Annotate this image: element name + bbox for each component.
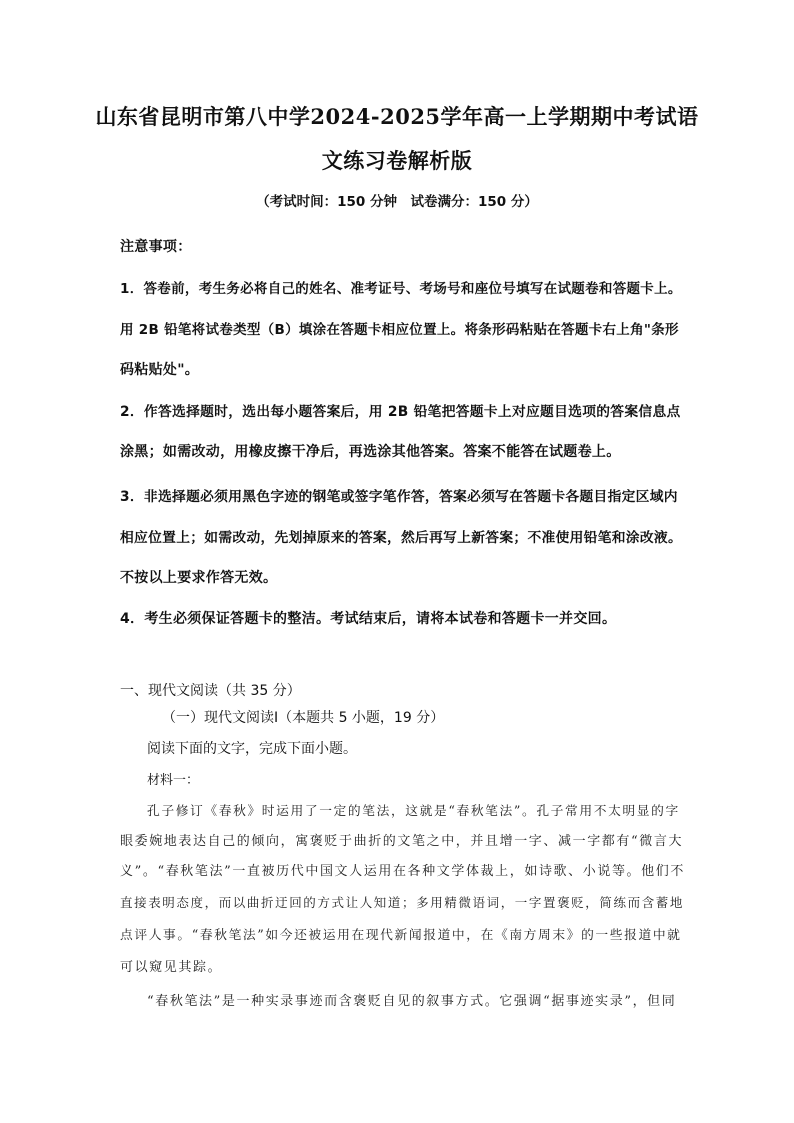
notice-line: 用 2B 铅笔将试卷类型（B）填涂在答题卡相应位置上。将条形码粘贴在答题卡右上角"条形 (120, 322, 679, 338)
notice-line: 4．考生必须保证答题卡的整洁。考试结束后，请将本试卷和答题卡一并交回。 (120, 611, 617, 627)
notice-line: 相应位置上；如需改动，先划掉原来的答案，然后再写上新答案；不准使用铅笔和涂改液。 (120, 530, 683, 546)
passage-line: 孔子修订《春秋》时运用了一定的笔法，这就是“春秋笔法”。孔子常用不太明显的字 (147, 804, 680, 819)
reading-instruction: 阅读下面的文字，完成下面小题。 (147, 741, 357, 757)
exam-info: （考试时间：150 分钟 试卷满分：150 分） (256, 194, 538, 210)
notice-heading: 注意事项： (120, 239, 192, 255)
notice-line: 码粘贴处"。 (120, 362, 200, 378)
passage-line: 义”。“春秋笔法”一直被历代中国文人运用在各种文学体裁上，如诗歌、小说等。他们不 (120, 864, 685, 879)
passage-line: 点评人事。“春秋笔法”如今还被运用在现代新闻报道中，在《南方周末》的一些报道中就 (120, 928, 682, 943)
passage-line: 可以窥见其踪。 (120, 960, 223, 975)
notice-line: 2．作答选择题时，选出每小题答案后，用 2B 铅笔把答题卡上对应题目选项的答案信息点 (120, 404, 681, 420)
passage-line: 直接表明态度，而以曲折迂回的方式让人知道；多用精微语词，一字置褒贬，简练而含蓄地 (120, 895, 685, 910)
document-title-line-2: 文练习卷解析版 (321, 148, 473, 173)
subsection-heading: （一）现代文阅读Ⅰ（本题共 5 小题，19 分） (162, 710, 445, 726)
notice-line: 不按以上要求作答无效。 (120, 570, 278, 586)
notice-line: 1．答卷前，考生务必将自己的姓名、准考证号、考场号和座位号填写在试题卷和答题卡上。 (120, 281, 682, 297)
document-title-line-1: 山东省昆明市第八中学2024-2025学年高一上学期期中考试语 (95, 104, 699, 129)
passage-line: “春秋笔法”是一种实录事迹而含褒贬自见的叙事方式。它强调“据事迹实录”，但同 (147, 994, 677, 1009)
section-heading: 一、现代文阅读（共 35 分） (120, 683, 301, 699)
notice-line: 涂黑；如需改动，用橡皮擦干净后，再选涂其他答案。答案不能答在试题卷上。 (120, 444, 621, 460)
passage-line: 眼委婉地表达自己的倾向，寓褒贬于曲折的文笔之中，并且增一字、减一字都有“微言大 (120, 834, 684, 849)
notice-line: 3．非选择题必须用黑色字迹的钢笔或签字笔作答，答案必须写在答题卡各题目指定区域内 (120, 489, 678, 505)
material-label: 材料一： (147, 773, 200, 788)
